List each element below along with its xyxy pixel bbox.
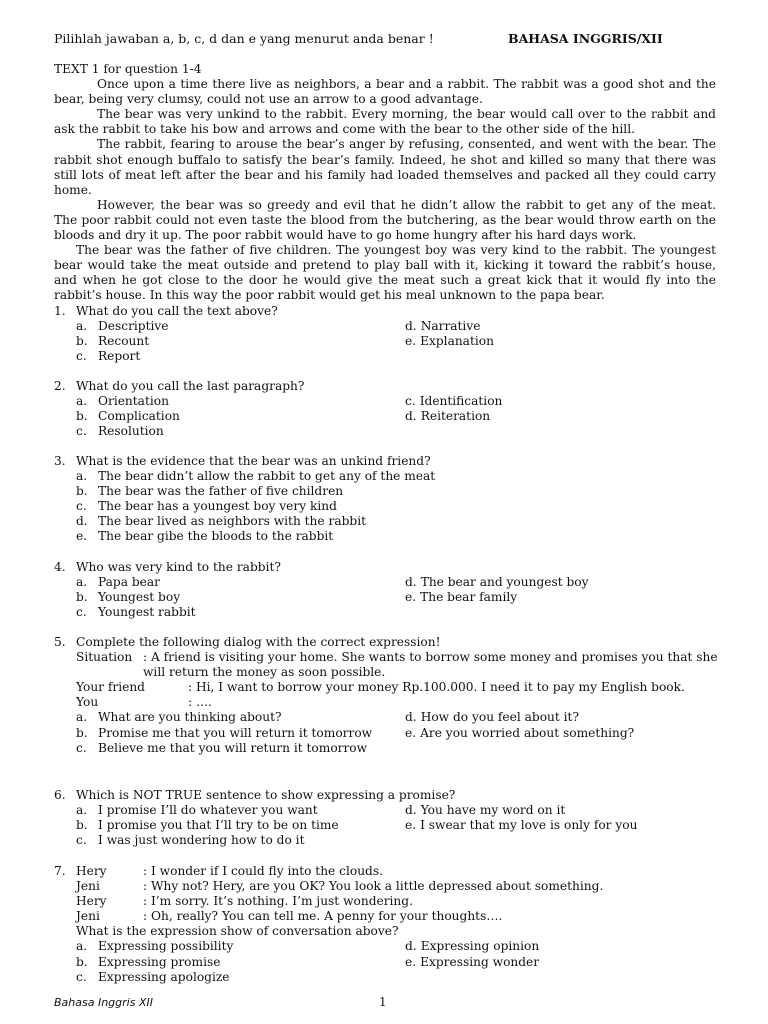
option-letter: b.	[76, 484, 88, 499]
passage-paragraph: The bear was the father of five children. The youngest boy was very kind to the rabbit. The youngest bear would take the meat outside and pretend to play ball with it, kicking it toward the rabbit’s house, and when he got close to the door he would give the meat such a great kick that it would fly into the rabbit’s house. In this way the poor rabbit would get his meal unknown to the papa bear.	[54, 243, 716, 303]
question-number: 4.	[54, 560, 66, 574]
passage-paragraph: However, the bear was so greedy and evil that he didn’t allow the rabbit to get any of the meat. The poor rabbit could not even taste the blood from the butchering, as the bear would throw earth on the bloods and dry it up. The poor rabbit would have to go home hungry after his hard days work.	[54, 197, 716, 243]
speaker: Jeni	[76, 879, 100, 894]
option-b[interactable]: The bear was the father of five children	[98, 484, 344, 499]
option-letter: c.	[76, 605, 87, 620]
question-stem: What is the expression show of conversation above?	[76, 924, 399, 939]
question-1	[54, 304, 734, 364]
option-b[interactable]: Expressing promise	[98, 954, 221, 969]
speaker: Your friend	[76, 680, 145, 695]
page-number: 1	[379, 995, 387, 1009]
options	[76, 394, 734, 439]
option-d[interactable]: Reiteration	[420, 409, 491, 424]
option-letter: e.	[405, 590, 417, 605]
option-d[interactable]: Expressing opinion	[420, 939, 540, 954]
options	[76, 710, 734, 755]
footer-label: Bahasa Inggris XII	[54, 996, 153, 1009]
dialog-text: : Hi, I want to borrow your money Rp.100.000. I need it to pay my English book.	[188, 680, 685, 695]
question-stem: Complete the following dialog with the correct expression!	[76, 635, 441, 649]
option-letter: b.	[76, 818, 88, 833]
passage-title: TEXT 1 for question 1-4	[54, 62, 202, 76]
option-b[interactable]: Youngest boy	[98, 590, 181, 605]
option-e[interactable]: The bear gibe the bloods to the rabbit	[98, 529, 334, 544]
question-4	[54, 560, 734, 620]
dialog-line	[76, 894, 734, 909]
option-a[interactable]: The bear didn’t allow the rabbit to get any of the meat	[98, 469, 436, 484]
option-letter: a.	[76, 394, 88, 409]
option-c[interactable]: Youngest rabbit	[98, 605, 196, 620]
question-2	[54, 379, 734, 439]
option-b[interactable]: I promise you that I’ll try to be on time	[98, 818, 339, 833]
option-b[interactable]: Recount	[98, 334, 150, 349]
option-d[interactable]: Narrative	[420, 319, 481, 334]
option-letter: d.	[405, 319, 417, 334]
option-letter: e.	[405, 725, 417, 740]
passage-paragraph: The bear was very unkind to the rabbit. Every morning, the bear would call over to the rabbit and ask the rabbit to take his bow and arrows and come with the bear to the other side of the hill.	[54, 107, 716, 137]
option-letter: e.	[405, 954, 417, 969]
option-letter: b.	[76, 954, 88, 969]
situation-label: Situation	[76, 650, 133, 665]
question-stem: What do you call the last paragraph?	[76, 379, 305, 393]
dialog-line	[76, 864, 734, 879]
instruction-text: Pilihlah jawaban a, b, c, d dan e yang menurut anda benar !	[54, 31, 434, 46]
option-letter: a.	[76, 710, 88, 725]
option-letter: e.	[405, 818, 417, 833]
dialog-line	[76, 909, 734, 924]
option-letter: a.	[76, 939, 88, 954]
speaker: Jeni	[76, 909, 100, 924]
option-a[interactable]: Papa bear	[98, 575, 160, 590]
option-c-right[interactable]: Identification	[419, 394, 503, 409]
option-a[interactable]: I promise I’ll do whatever you want	[98, 803, 318, 818]
subject-title: BAHASA INGGRIS/XII	[508, 31, 663, 46]
option-letter: b.	[76, 725, 88, 740]
option-a[interactable]: Orientation	[98, 394, 169, 409]
option-letter: a.	[76, 803, 88, 818]
option-letter: d.	[405, 710, 417, 725]
option-letter: b.	[76, 590, 88, 605]
question-stem: Which is NOT TRUE sentence to show expressing a promise?	[76, 788, 456, 802]
option-d[interactable]: How do you feel about it?	[420, 710, 579, 725]
question-number: 1.	[54, 304, 66, 318]
option-d[interactable]: The bear and youngest boy	[420, 575, 589, 590]
option-d[interactable]: The bear lived as neighbors with the rabbit	[98, 514, 366, 529]
question-6	[54, 788, 734, 848]
dialog-text: : ….	[188, 695, 213, 710]
options	[76, 319, 734, 364]
option-e[interactable]: Explanation	[420, 334, 494, 349]
options	[76, 939, 734, 984]
situation	[76, 650, 734, 680]
option-c[interactable]: Expressing apologize	[98, 969, 230, 984]
question-number: 5.	[54, 635, 66, 649]
option-c[interactable]: Resolution	[98, 424, 164, 439]
option-letter: c.	[76, 349, 87, 364]
option-letter: d.	[405, 409, 417, 424]
option-letter: c.	[76, 969, 87, 984]
option-letter: d.	[405, 939, 417, 954]
speaker: Hery	[76, 894, 107, 909]
dialog-line	[76, 879, 734, 894]
options	[76, 469, 734, 544]
option-letter: e.	[405, 334, 417, 349]
question-number: 6.	[54, 788, 66, 802]
option-letter: d.	[76, 514, 88, 529]
question-number: 7.	[54, 864, 66, 878]
option-e[interactable]: I swear that my love is only for you	[420, 818, 638, 833]
option-letter: a.	[76, 575, 88, 590]
dialog-line	[76, 695, 734, 710]
option-letter: c.	[405, 394, 416, 409]
situation-text: : A friend is visiting your home. She wants to borrow some money and promises you that she will return the money as soon possible.	[143, 650, 718, 680]
option-c[interactable]: Report	[98, 349, 141, 364]
option-letter: d.	[405, 803, 417, 818]
option-letter: c.	[76, 740, 87, 755]
dialog-text: : Why not? Hery, are you OK? You look a little depressed about something.	[143, 879, 604, 894]
option-letter: a.	[76, 469, 88, 484]
reading-passage	[54, 62, 716, 304]
option-e[interactable]: Are you worried about something?	[420, 725, 635, 740]
option-c[interactable]: The bear has a youngest boy very kind	[98, 499, 337, 514]
option-letter: b.	[76, 334, 88, 349]
dialog-line	[76, 680, 734, 695]
question-3	[54, 454, 734, 545]
speaker: You	[76, 695, 99, 710]
option-letter: b.	[76, 409, 88, 424]
question-number: 3.	[54, 454, 66, 468]
option-letter: c.	[76, 833, 87, 848]
option-a[interactable]: Descriptive	[98, 319, 169, 334]
option-e[interactable]: The bear family	[420, 590, 518, 605]
question-number: 2.	[54, 379, 66, 393]
passage-paragraph: The rabbit, fearing to arouse the bear’s anger by refusing, consented, and went with the bear. The rabbit shot enough buffalo to satisfy the bear’s family. Indeed, he shot and killed so many that there was still lots of meat left after the bear and his family had loaded themselves and packed all they could carry home.	[54, 137, 716, 197]
option-c[interactable]: I was just wondering how to do it	[98, 833, 305, 848]
option-letter: a.	[76, 319, 88, 334]
option-letter: c.	[76, 424, 87, 439]
question-stem: Who was very kind to the rabbit?	[76, 560, 281, 574]
option-c[interactable]: Believe me that you will return it tomorrow	[98, 740, 368, 755]
speaker: Hery	[76, 864, 107, 878]
question-stem: What is the evidence that the bear was an unkind friend?	[76, 454, 431, 468]
question-5	[54, 635, 734, 756]
dialog-text: : Oh, really? You can tell me. A penny for your thoughts….	[143, 909, 503, 924]
option-letter: c.	[76, 499, 87, 514]
dialog-text: : I wonder if I could fly into the clouds.	[143, 864, 383, 878]
option-a[interactable]: Expressing possibility	[98, 939, 234, 954]
options	[76, 803, 734, 848]
option-letter: e.	[76, 529, 88, 544]
question-stem: What do you call the text above?	[76, 304, 278, 318]
option-a[interactable]: What are you thinking about?	[98, 710, 282, 725]
question-7	[54, 864, 734, 985]
dialog-text: : I’m sorry. It’s nothing. I’m just wondering.	[143, 894, 413, 909]
option-d[interactable]: You have my word on it	[420, 803, 566, 818]
option-letter: d.	[405, 575, 417, 590]
options	[76, 575, 734, 620]
option-b[interactable]: Complication	[98, 409, 180, 424]
option-e[interactable]: Expressing wonder	[420, 954, 540, 969]
passage-paragraph: Once upon a time there live as neighbors, a bear and a rabbit. The rabbit was a good shot and the bear, being very clumsy, could not use an arrow to a good advantage.	[54, 77, 716, 107]
option-b[interactable]: Promise me that you will return it tomorrow	[98, 725, 373, 740]
